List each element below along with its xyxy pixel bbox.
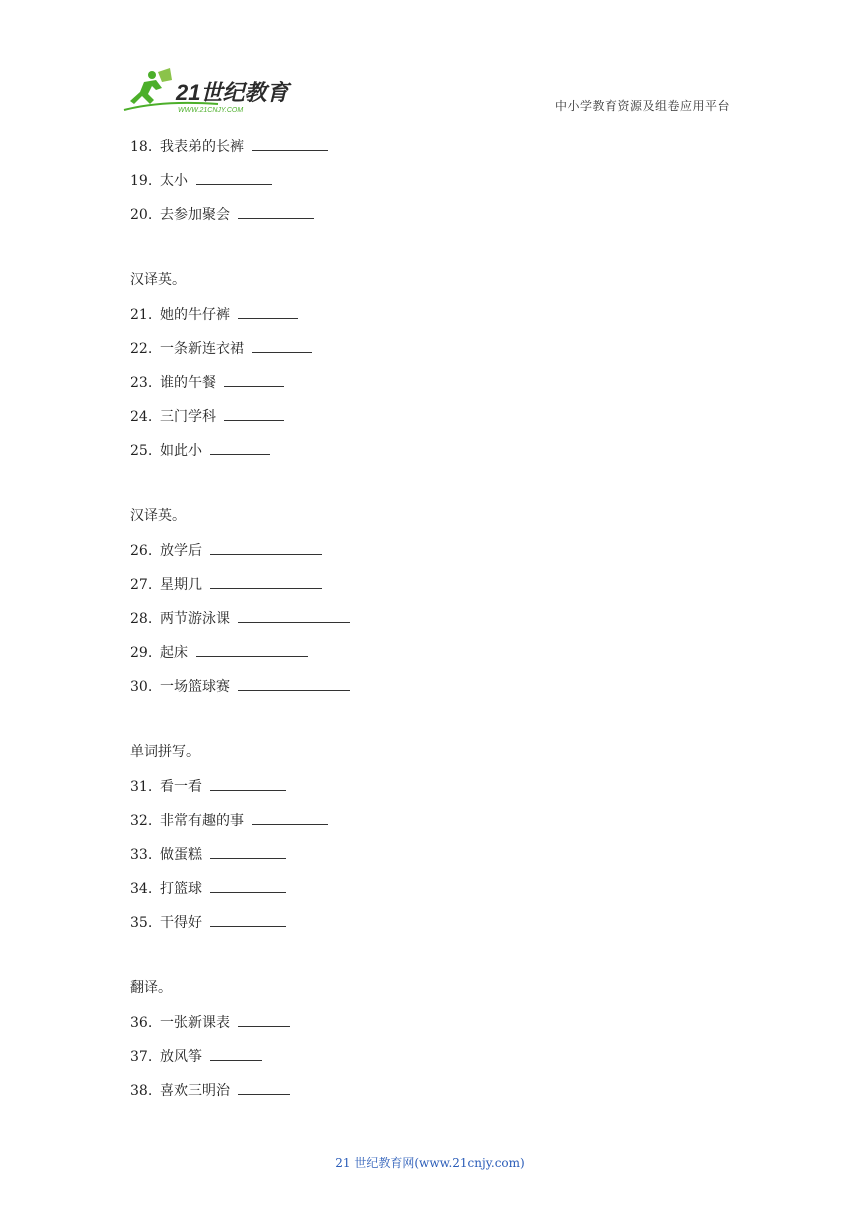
question-text: 起床 xyxy=(160,645,188,661)
question-number: 28. xyxy=(130,611,153,627)
answer-blank[interactable] xyxy=(238,1078,290,1095)
answer-blank[interactable] xyxy=(196,168,272,185)
question-number: 27. xyxy=(130,577,153,593)
question-text: 看一看 xyxy=(160,779,202,795)
answer-blank[interactable] xyxy=(238,202,314,219)
question-item xyxy=(130,404,730,438)
page-header xyxy=(0,0,860,118)
question-item xyxy=(130,168,730,202)
answer-blank[interactable] xyxy=(210,842,286,859)
answer-blank[interactable] xyxy=(224,404,284,421)
logo-url-text: WWW.21CNJY.COM xyxy=(178,107,244,114)
section-instruction: 翻译。 xyxy=(130,980,172,996)
question-item xyxy=(130,438,730,472)
question-number: 22. xyxy=(130,341,153,357)
question-item xyxy=(130,1010,730,1044)
section-instruction: 单词拼写。 xyxy=(130,744,200,760)
question-item xyxy=(130,640,730,674)
question-item xyxy=(130,134,730,168)
question-number: 30. xyxy=(130,679,153,695)
answer-blank[interactable] xyxy=(210,572,322,589)
question-text: 她的牛仔裤 xyxy=(160,307,230,323)
question-number: 21. xyxy=(130,307,153,323)
question-item xyxy=(130,1044,730,1078)
question-text: 一条新连衣裙 xyxy=(160,341,244,357)
question-item xyxy=(130,910,730,944)
question-text: 打篮球 xyxy=(160,881,202,897)
section-instruction: 汉译英。 xyxy=(130,272,186,288)
question-number: 24. xyxy=(130,409,153,425)
question-item xyxy=(130,842,730,876)
answer-blank[interactable] xyxy=(224,370,284,387)
question-item xyxy=(130,1078,730,1112)
answer-blank[interactable] xyxy=(238,302,298,319)
question-number: 31. xyxy=(130,779,153,795)
question-item xyxy=(130,370,730,404)
answer-blank[interactable] xyxy=(238,1010,290,1027)
answer-blank[interactable] xyxy=(238,674,350,691)
question-text: 星期几 xyxy=(160,577,202,593)
question-item xyxy=(130,302,730,336)
logo-text: 21世纪教育 xyxy=(176,80,289,105)
question-item xyxy=(130,538,730,572)
question-text: 放学后 xyxy=(160,543,202,559)
question-text: 如此小 xyxy=(160,443,202,459)
answer-blank[interactable] xyxy=(210,1044,262,1061)
answer-blank[interactable] xyxy=(210,774,286,791)
question-text: 谁的午餐 xyxy=(160,375,216,391)
question-text: 去参加聚会 xyxy=(160,207,230,223)
question-number: 35. xyxy=(130,915,153,931)
question-number: 20. xyxy=(130,207,153,223)
answer-blank[interactable] xyxy=(252,336,312,353)
question-number: 38. xyxy=(130,1083,153,1099)
question-item xyxy=(130,202,730,236)
question-number: 37. xyxy=(130,1049,153,1065)
question-text: 太小 xyxy=(160,173,188,189)
question-item xyxy=(130,876,730,910)
question-number: 19. xyxy=(130,173,153,189)
question-item xyxy=(130,336,730,370)
question-number: 34. xyxy=(130,881,153,897)
question-text: 干得好 xyxy=(160,915,202,931)
answer-blank[interactable] xyxy=(210,438,270,455)
answer-blank[interactable] xyxy=(210,538,322,555)
answer-blank[interactable] xyxy=(252,134,328,151)
question-text: 放风筝 xyxy=(160,1049,202,1065)
answer-blank[interactable] xyxy=(210,910,286,927)
question-number: 26. xyxy=(130,543,153,559)
answer-blank[interactable] xyxy=(238,606,350,623)
question-text: 两节游泳课 xyxy=(160,611,230,627)
section-instruction: 汉译英。 xyxy=(130,508,186,524)
question-text: 一张新课表 xyxy=(160,1015,230,1031)
question-text: 喜欢三明治 xyxy=(160,1083,230,1099)
question-number: 32. xyxy=(130,813,153,829)
question-item xyxy=(130,572,730,606)
question-text: 我表弟的长裤 xyxy=(160,139,244,155)
question-item xyxy=(130,674,730,708)
footer-link[interactable]: 21 世纪教育网(www.21cnjy.com) xyxy=(335,1156,525,1170)
question-item xyxy=(130,808,730,842)
platform-name: 中小学教育资源及组卷应用平台 xyxy=(554,99,730,113)
question-item xyxy=(130,774,730,808)
answer-blank[interactable] xyxy=(252,808,328,825)
question-list xyxy=(130,134,730,1112)
question-number: 18. xyxy=(130,139,153,155)
question-number: 23. xyxy=(130,375,153,391)
answer-blank[interactable] xyxy=(196,640,308,657)
question-number: 25. xyxy=(130,443,153,459)
question-text: 一场篮球赛 xyxy=(160,679,230,695)
question-item xyxy=(130,606,730,640)
question-number: 29. xyxy=(130,645,153,661)
answer-blank[interactable] xyxy=(210,876,286,893)
21cnjy-logo xyxy=(122,66,292,116)
question-text: 做蛋糕 xyxy=(160,847,202,863)
question-text: 非常有趣的事 xyxy=(160,813,244,829)
question-text: 三门学科 xyxy=(160,409,216,425)
question-number: 33. xyxy=(130,847,153,863)
question-number: 36. xyxy=(130,1015,153,1031)
